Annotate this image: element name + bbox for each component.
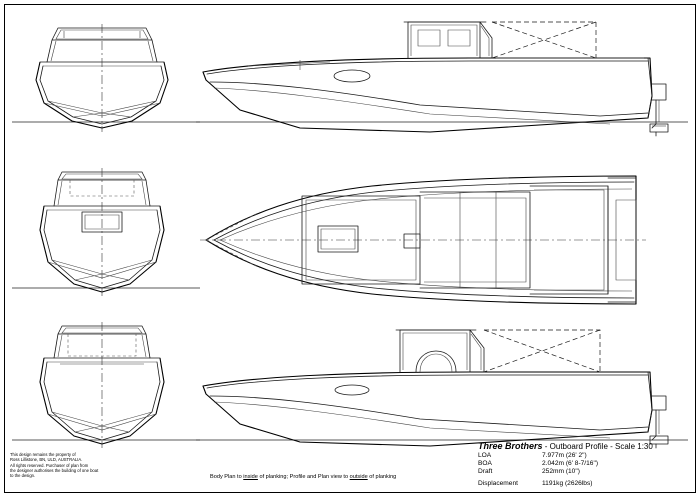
planking-note-post: of planking [367, 474, 397, 480]
spec-value-displacement: 1191kg (2626lbs) [542, 479, 593, 487]
planking-note-pre: Body Plan to [210, 474, 244, 480]
body-plan-top [12, 24, 200, 132]
title-block [478, 442, 690, 488]
plan-view [200, 176, 646, 304]
body-plan-bottom [12, 322, 200, 448]
spec-value-draft: 252mm (10") [542, 468, 580, 476]
copyright-line: This design remains the property of [10, 452, 76, 457]
planking-note-mid: of planking; Profile and Plan view to [257, 474, 350, 480]
spec-row [478, 468, 690, 476]
copyright-line: to the design. [10, 473, 36, 479]
planking-note [210, 474, 396, 480]
spec-label-boa: BOA [478, 459, 492, 467]
planking-note-inside: inside [243, 474, 258, 480]
copyright-line: Ross Lillistone, BN, ULD, AUSTRALIA. [10, 457, 83, 463]
spec-row [478, 452, 690, 460]
spec-row [478, 460, 690, 468]
copyright-line: the designer authorises the building of one boat [10, 467, 99, 473]
outboard-profile-bottom [196, 330, 688, 448]
copyright-note [10, 452, 115, 478]
spec-label-loa: LOA [478, 451, 492, 459]
spec-value-loa: 7.977m (26' 2") [542, 451, 587, 459]
drawing-title-rest: - Outboard Profile - Scale 1:30 [542, 442, 653, 451]
body-plan-middle [12, 168, 200, 296]
drawing-title [478, 442, 690, 452]
displacement-row [478, 480, 690, 488]
boat-name: Three Brothers [478, 441, 543, 451]
copyright-line: All rights reserved. Purchaser of plan from [10, 462, 89, 468]
outboard-profile-top [196, 22, 688, 136]
spec-label-displacement: Displacement [478, 479, 518, 487]
spec-value-boa: 2.042m (6' 8-7/16") [542, 459, 599, 467]
planking-note-outside: outside [349, 474, 368, 480]
spec-label-draft: Draft [478, 468, 493, 476]
